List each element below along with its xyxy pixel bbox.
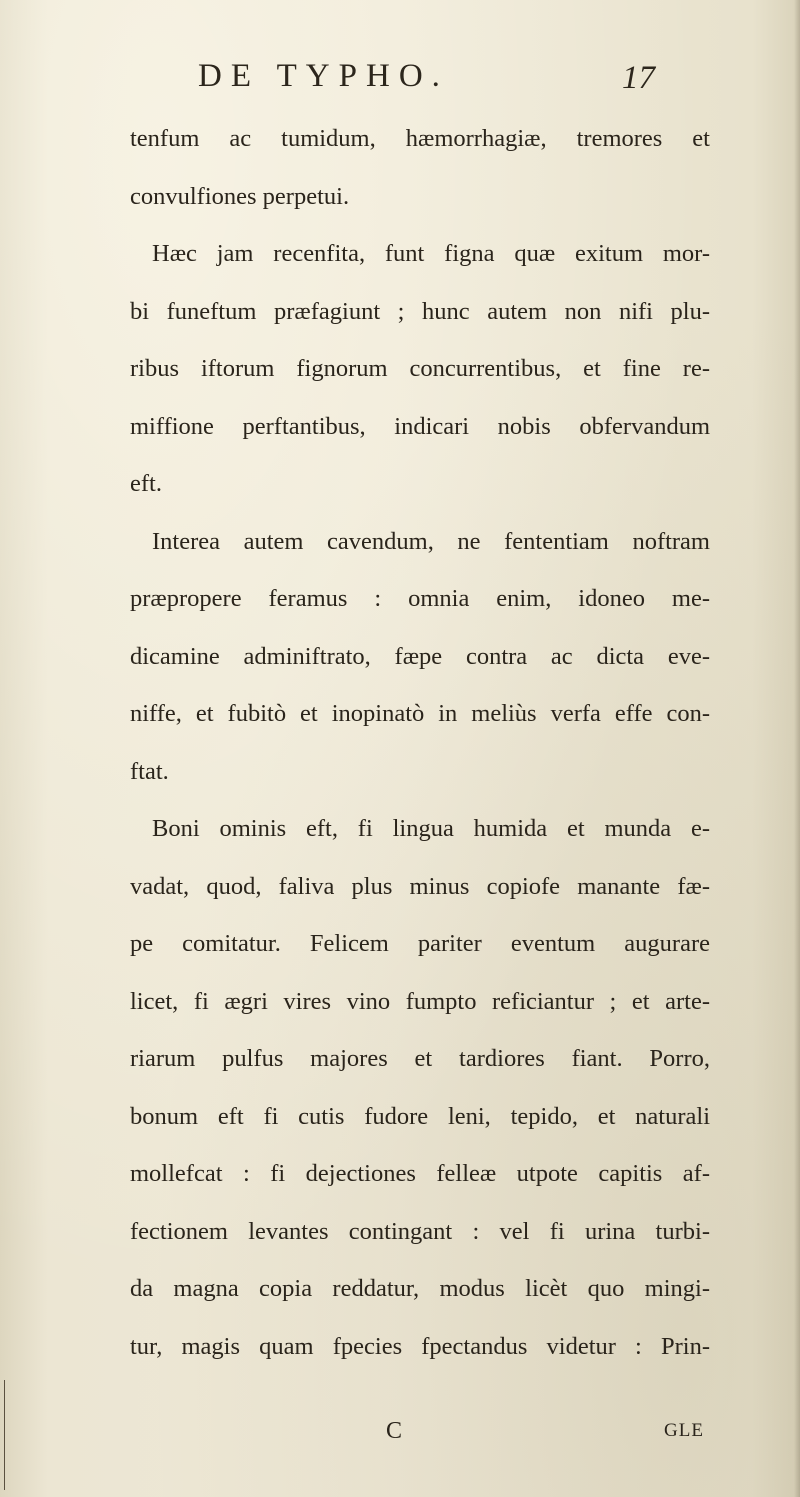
catchword: GLE [664,1420,704,1441]
text-line: tenfum ac tumidum, hæmorrhagiæ, tremores et [130,125,710,152]
text-line: præpropere feramus : omnia enim, idoneo me- [130,585,710,612]
text-line: da magna copia reddatur, modus licèt quo mingi- [130,1275,710,1302]
text-line: convulfiones perpetui. [130,182,350,210]
body-text [130,110,710,1375]
page-header [0,58,800,108]
text-line: riarum pulfus majores et tardiores fiant. Porro, [130,1045,710,1072]
text-line: Hæc jam recenfita, funt figna quæ exitum mor- [152,240,710,267]
text-line: Interea autem cavendum, ne fententiam noftram [152,527,710,555]
text-line: tur, magis quam fpecies fpectandus videtur : Prin- [130,1332,710,1360]
text-line: bonum eft fi cutis fudore leni, tepido, et naturali [130,1102,710,1130]
text-line: ftat. [130,757,169,785]
text-line: pe comitatur. Felicem pariter eventum augurare [130,930,710,957]
text-line: vadat, quod, faliva plus minus copiofe manante fæ- [130,872,710,900]
text-line: fectionem levantes contingant : vel fi urina turbi- [130,1217,710,1245]
text-line: mollefcat : fi dejectiones felleæ utpote capitis af- [130,1160,710,1187]
text-line: licet, fi ægri vires vino fumpto reficiantur ; et arte- [130,987,710,1015]
page-footer [0,1418,800,1458]
signature-mark: C [386,1418,403,1444]
text-line: niffe, et fubitò et inopinatò in meliùs verfa effe con- [130,700,710,727]
page-number: 17 [622,60,655,96]
text-line: miffione perftantibus, indicari nobis obfervandum [130,412,710,440]
page-edge-shadow [794,0,800,1497]
text-line: ribus iftorum fignorum concurrentibus, et fine re- [130,355,710,382]
text-line: eft. [130,470,162,497]
running-head: DE TYPHO. [198,58,449,94]
text-line: dicamine adminiftrato, fæpe contra ac dicta eve- [130,642,710,670]
text-line: bi funeftum præfagiunt ; hunc autem non nifi plu- [130,297,710,325]
text-line: Boni ominis eft, fi lingua humida et munda e- [152,815,710,842]
